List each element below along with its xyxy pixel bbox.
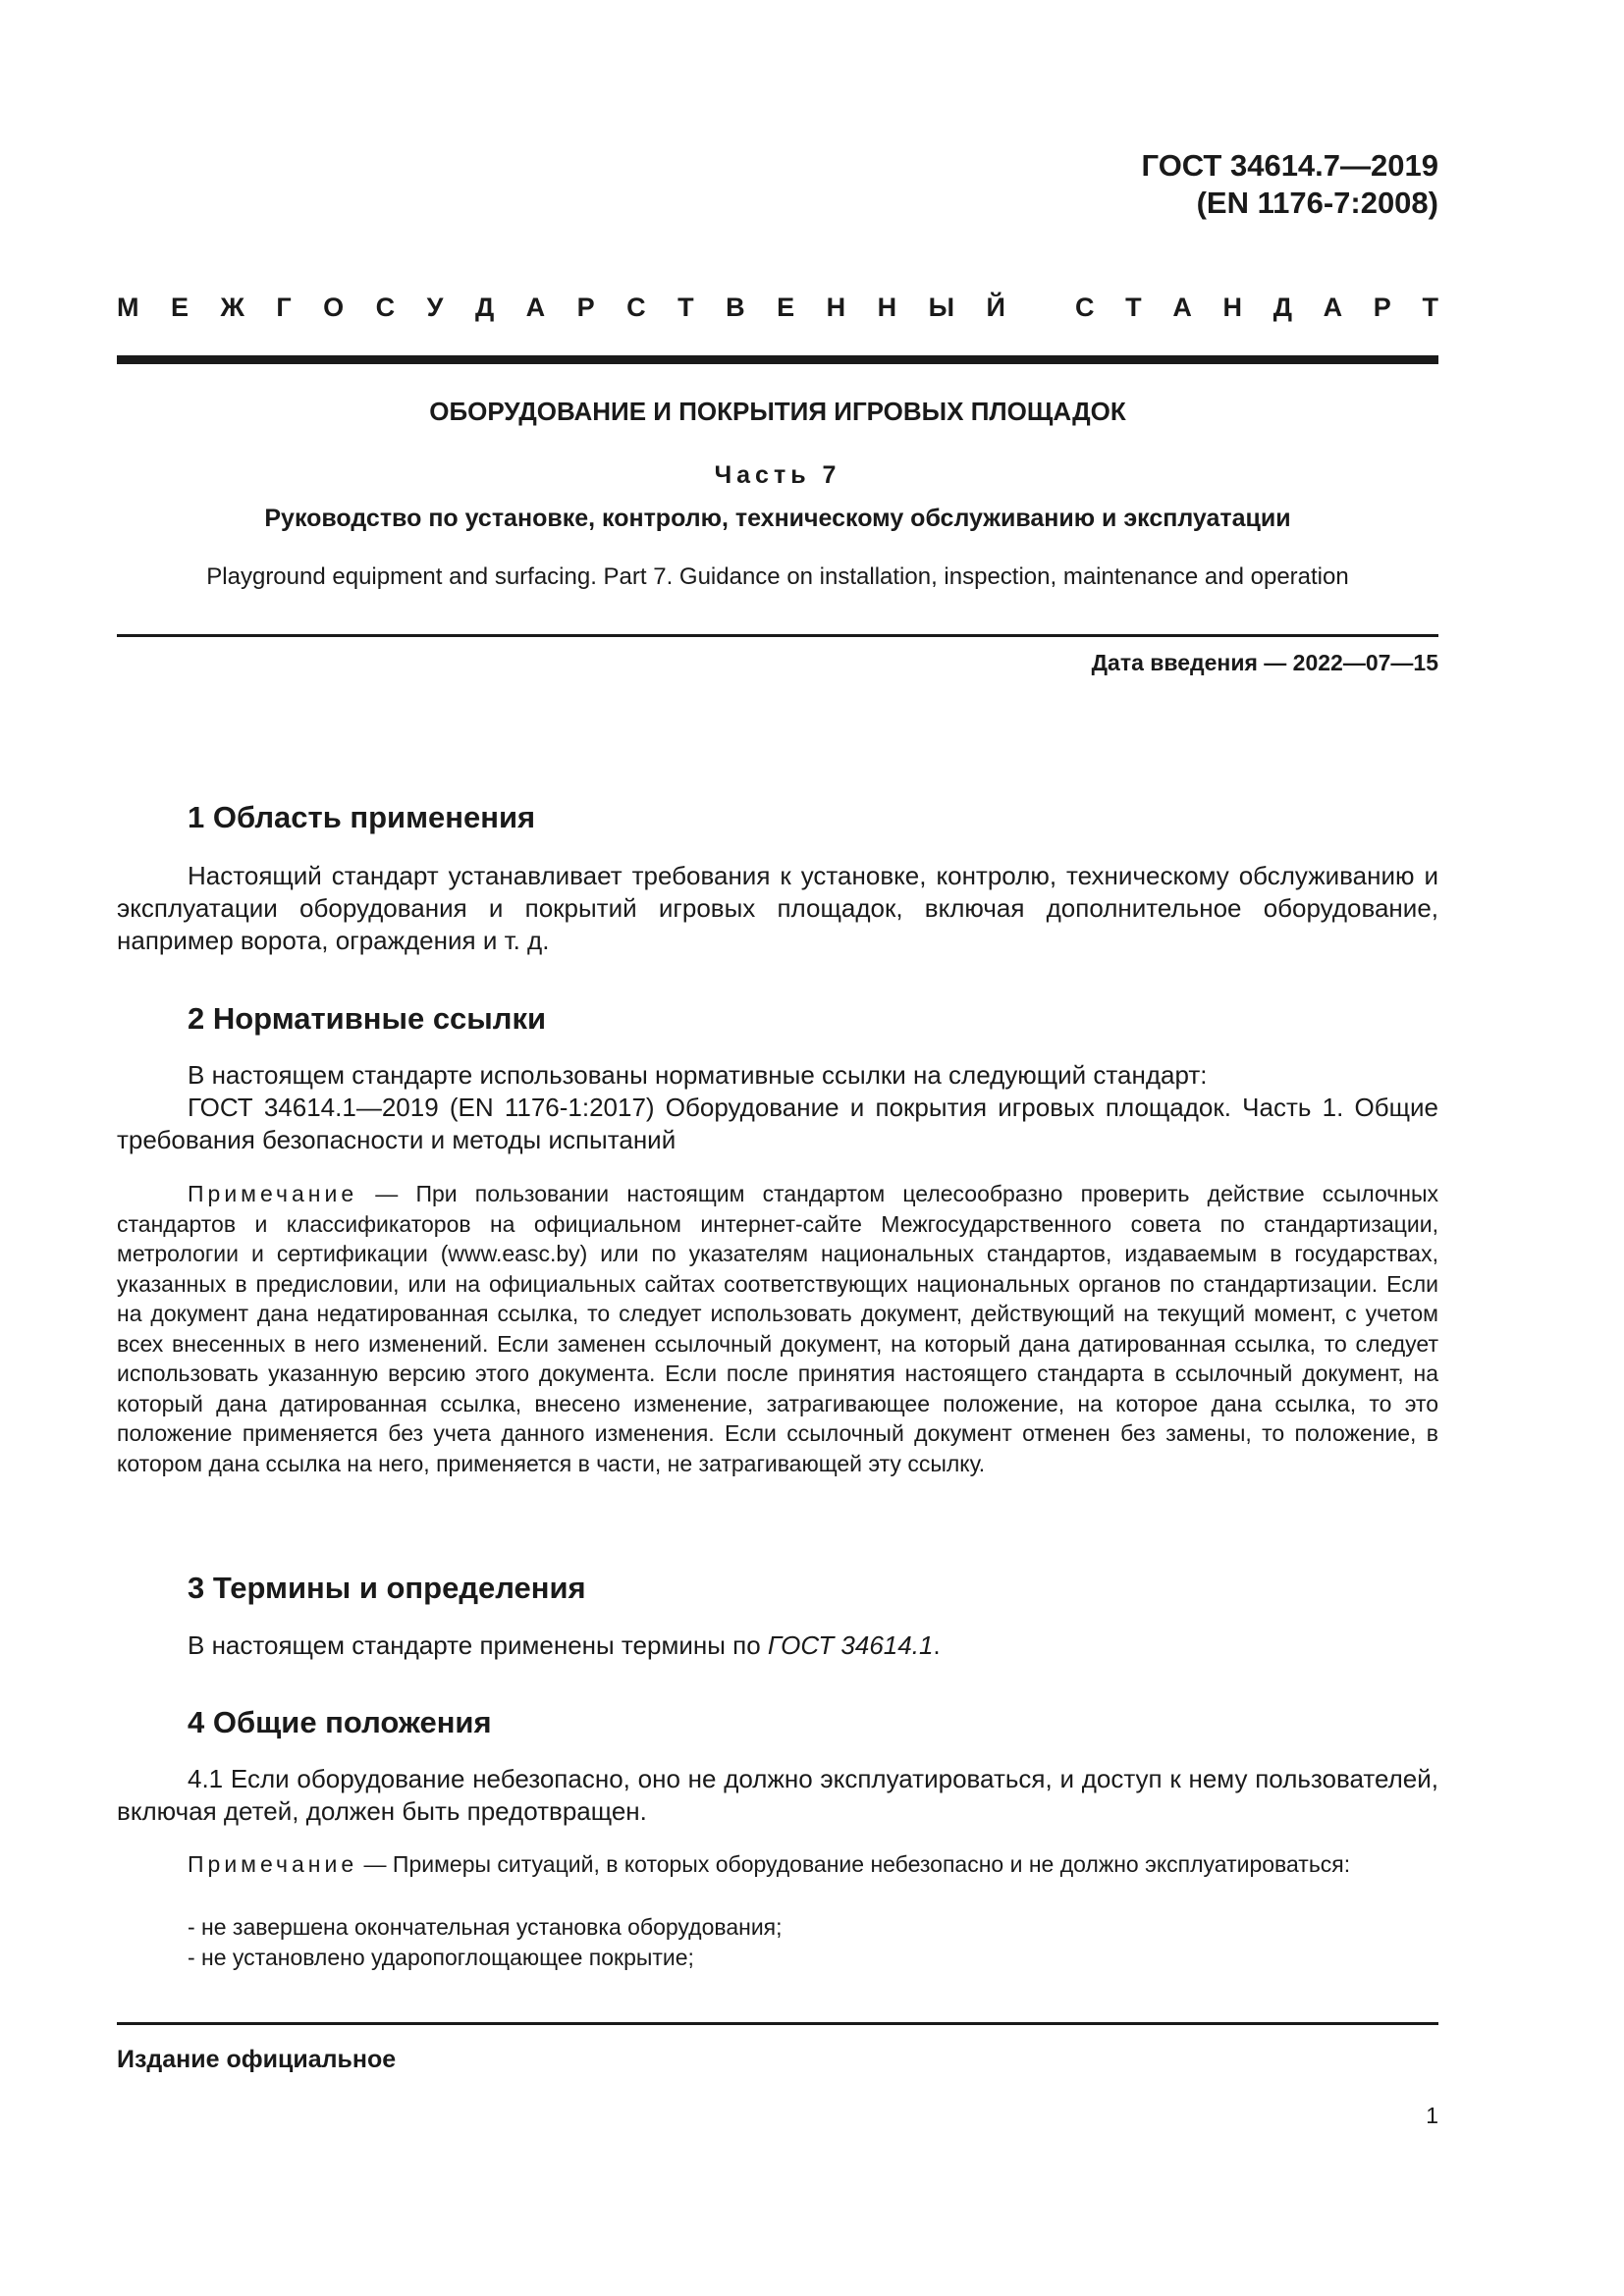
title-divider (117, 634, 1438, 637)
document-subtitle: Руководство по установке, контролю, техническому обслуживанию и эксплуатации (264, 505, 1291, 532)
banner-letter: В (726, 293, 745, 322)
banner-letter: Ы (928, 293, 955, 322)
english-title: Playground equipment and surfacing. Part 7. Guidance on installation, inspection, maintenance and operation (206, 563, 1349, 590)
section-3-text: В настоящем стандарте применены термины по ГОСТ 34614.1. (188, 1630, 941, 1660)
section-2-heading: 2 Нормативные ссылки (188, 1001, 547, 1036)
introduction-date: Дата введения — 2022—07—15 (1091, 650, 1438, 675)
standard-word (1075, 293, 1438, 323)
section-2-reference: ГОСТ 34614.1—2019 (EN 1176-1:2017) Оборудование и покрытия игровых площадок. Часть 1. Общие требования безопасности и методы испытаний (117, 1093, 1438, 1154)
document-page (117, 0, 1438, 2296)
header-divider (117, 355, 1438, 364)
banner-letter: А (525, 293, 546, 322)
footer-divider (117, 2022, 1438, 2025)
reference-gost: ГОСТ 34614.1 (767, 1630, 934, 1660)
banner-letter: С (1075, 293, 1095, 322)
document-code (1142, 147, 1438, 222)
section-1-heading: 1 Область применения (188, 800, 536, 834)
banner-letter: А (1172, 293, 1192, 322)
interstate-standard-banner (117, 293, 1438, 323)
banner-letter: Й (986, 293, 1005, 322)
interstate-word (117, 293, 1005, 323)
section-1-text: Настоящий стандарт устанавливает требования к установке, контролю, техническому обслуживанию и эксплуатации оборудования и покрытий игровых площадок, включая дополнительное оборудование, например ворота, ограждения и т. д. (117, 861, 1438, 955)
banner-letter: Д (1272, 293, 1292, 322)
banner-letter: О (323, 293, 345, 322)
banner-letter: У (426, 293, 444, 322)
gost-code: ГОСТ 34614.7—2019 (1141, 148, 1438, 183)
banner-letter: Т (677, 293, 694, 322)
page-number: 1 (1426, 2103, 1438, 2128)
banner-letter: Н (826, 293, 846, 322)
banner-letter: Т (1125, 293, 1142, 322)
banner-letter: С (375, 293, 396, 322)
banner-letter: Ж (220, 293, 244, 322)
section-4-heading: 4 Общие положения (188, 1705, 492, 1739)
en-code: (EN 1176-7:2008) (1196, 186, 1438, 220)
banner-letter: Е (777, 293, 795, 322)
section-4-text: 4.1 Если оборудование небезопасно, оно не должно эксплуатироваться, и доступ к нему пользователей, включая детей, должен быть предотвращен. (117, 1764, 1438, 1826)
banner-letter: С (626, 293, 646, 322)
list-item: - не завершена окончательная установка оборудования; (188, 1914, 783, 1940)
banner-letter: Г (276, 293, 292, 322)
official-edition-label: Издание официальное (117, 2046, 397, 2073)
banner-letter: М (117, 293, 139, 322)
note-label: Примечание (188, 1851, 358, 1877)
section-3-heading: 3 Термины и определения (188, 1571, 586, 1605)
banner-letter: Н (1222, 293, 1243, 322)
part-label: Часть 7 (714, 461, 841, 489)
banner-letter: А (1323, 293, 1343, 322)
note-label: Примечание (188, 1181, 358, 1206)
section-2-note: Примечание — При пользовании настоящим стандартом целесообразно проверить действие ссылочных стандартов и классификаторов на официальном интернет-сайте Межгосударственного совета по стандартизации, метрологии и сертификации (www.easc.by) или по указателям национальных стандартов, издаваемым в государствах, указанных в предисловии, или на официальных сайтах соответствующих национальных органов по стандартизации. Если на документ дана недатированная ссылка, то следует использовать документ, действующий на текущий момент, с учетом всех внесенных в него изменений. Если заменен ссылочный документ, на который дана датированная ссылка, то следует использовать указанную версию этого документа. Если после принятия настоящего стандарта в ссылочный документ, на который дана датированная ссылка, внесено изменение, затрагивающее положение, на которое дана ссылка, то это положение применяется без учета данного изменения. Если ссылочный документ отменен без замены, то положение, в котором дана ссылка на него, применяется в части, не затрагивающей эту ссылку. (117, 1181, 1438, 1476)
section-4-note: Примечание — Примеры ситуаций, в которых оборудование небезопасно и не должно эксплуатироваться: (188, 1851, 1351, 1877)
banner-letter: Р (1373, 293, 1391, 322)
banner-letter: Е (170, 293, 189, 322)
list-item: - не установлено ударопоглощающее покрытие; (188, 1945, 694, 1970)
banner-letter: Н (877, 293, 897, 322)
banner-letter: Т (1422, 293, 1438, 322)
banner-letter: Р (576, 293, 595, 322)
document-title: ОБОРУДОВАНИЕ И ПОКРЫТИЯ ИГРОВЫХ ПЛОЩАДОК (429, 397, 1126, 426)
banner-letter: Д (474, 293, 495, 322)
section-2-intro: В настоящем стандарте использованы нормативные ссылки на следующий стандарт: (188, 1060, 1208, 1090)
